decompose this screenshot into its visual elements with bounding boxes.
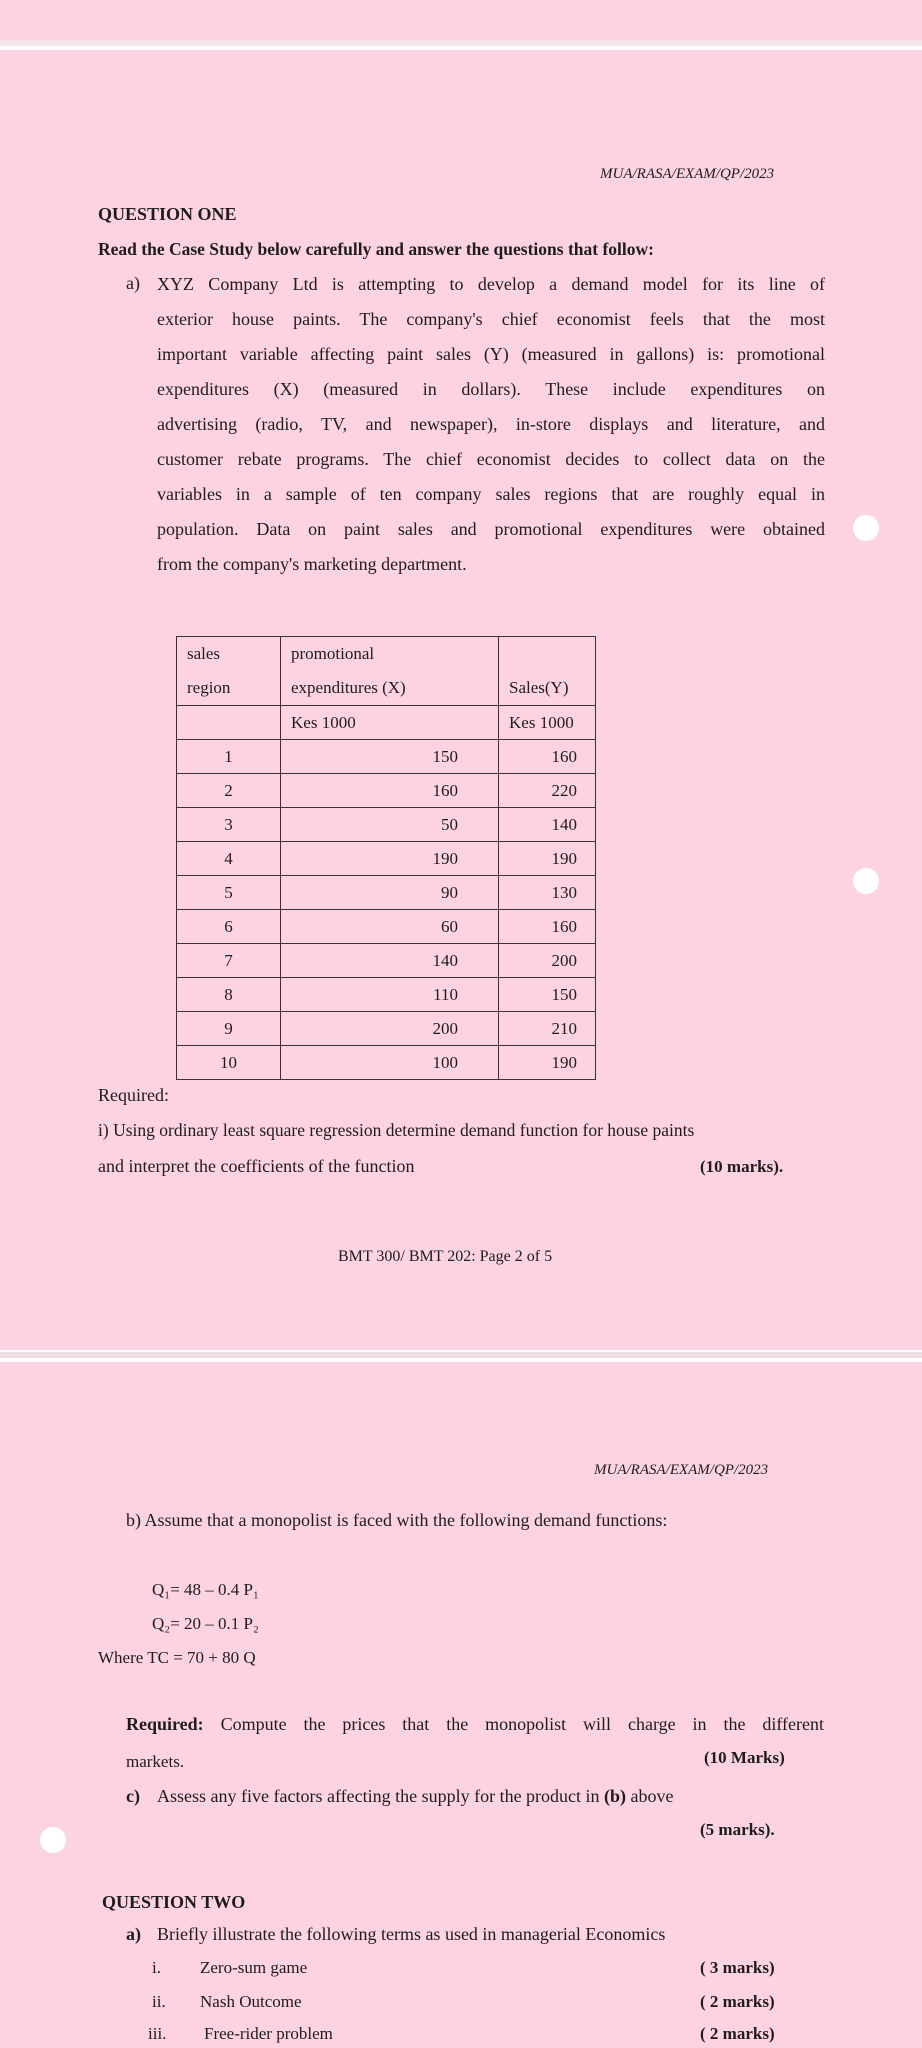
part-c-marks: (5 marks). (700, 1820, 775, 1839)
table-units-row (177, 706, 596, 740)
table-row (177, 910, 596, 944)
region-cell: 4 (177, 842, 281, 876)
sales-cell: 150 (499, 978, 596, 1012)
header-promotional-expenditures: promotional expenditures (X) (281, 637, 499, 706)
promotional-expenditure-cell: 150 (281, 740, 499, 774)
question-one-title: QUESTION ONE (98, 204, 237, 224)
requirement-i-line1: i) Using ordinary least square regression determine demand function for house paints (98, 1120, 695, 1140)
case-study-instruction: Read the Case Study below carefully and answer the questions that follow: (98, 239, 654, 259)
case-study-paragraph (157, 267, 825, 582)
header-sales-y-top (499, 637, 596, 672)
exam-page-3 (0, 1362, 922, 2048)
page-footer: BMT 300/ BMT 202: Page 2 of 5 (338, 1248, 553, 1265)
region-cell: 5 (177, 876, 281, 910)
part-c-text: Assess any five factors affecting the supply for the product in (b) above (157, 1786, 674, 1806)
paragraph-line: customer rebate programs. The chief economist decides to collect data on the (157, 449, 825, 469)
sales-cell: 190 (499, 842, 596, 876)
table-row (177, 740, 596, 774)
region-cell: 9 (177, 1012, 281, 1046)
term-name: Nash Outcome (200, 1992, 302, 2011)
demand-equation-1: Q₁= 48 – 0.4 P₁ (152, 1580, 259, 1599)
required-label: Required: (98, 1085, 169, 1105)
region-cell: 7 (177, 944, 281, 978)
region-cell: 10 (177, 1046, 281, 1080)
paragraph-line: expenditures (X) (measured in dollars). These include expenditures on (157, 379, 825, 399)
table-row (177, 774, 596, 808)
promotional-expenditure-cell: 50 (281, 808, 499, 842)
paragraph-line: population. Data on paint sales and promotional expenditures were obtained (157, 519, 825, 539)
paragraph-line: from the company's marketing department. (157, 554, 467, 574)
unit-y: Kes 1000 (499, 706, 596, 740)
part-b-required-line2: markets. (126, 1752, 185, 1771)
promotional-expenditure-cell: 160 (281, 774, 499, 808)
page-gap (0, 1352, 922, 1358)
region-cell: 1 (177, 740, 281, 774)
promotional-expenditure-cell: 140 (281, 944, 499, 978)
sales-cell: 130 (499, 876, 596, 910)
punch-hole (853, 515, 879, 541)
part-b-text: b) Assume that a monopolist is faced with the following demand functions: (126, 1510, 668, 1530)
punch-hole (853, 868, 879, 894)
region-cell: 3 (177, 808, 281, 842)
table-row (177, 876, 596, 910)
paragraph-line: variables in a sample of ten company sales regions that are roughly equal in (157, 484, 825, 504)
paragraph-line: important variable affecting paint sales (Y) (measured in gallons) is: promotional (157, 344, 825, 364)
page-gap-top (0, 40, 922, 46)
sales-cell: 200 (499, 944, 596, 978)
promotional-expenditure-cell: 190 (281, 842, 499, 876)
sales-cell: 190 (499, 1046, 596, 1080)
region-cell: 6 (177, 910, 281, 944)
promotional-expenditure-cell: 200 (281, 1012, 499, 1046)
part-c-label: c) (126, 1786, 140, 1806)
paragraph-line: advertising (radio, TV, and newspaper), in-store displays and literature, and (157, 414, 825, 434)
exam-serial-code: MUA/RASA/EXAM/QP/2023 (600, 166, 775, 182)
sales-cell: 160 (499, 910, 596, 944)
part-b-marks: (10 Marks) (704, 1748, 785, 1767)
header-sales-region: sales region (177, 637, 281, 706)
unit-x: Kes 1000 (281, 706, 499, 740)
demand-equation-2: Q₂= 20 – 0.1 P₂ (152, 1614, 259, 1633)
table-row (177, 808, 596, 842)
term-number: i. (152, 1958, 161, 1977)
paragraph-line: exterior house paints. The company's chief economist feels that the most (157, 309, 825, 329)
table-row (177, 978, 596, 1012)
table-row (177, 1046, 596, 1080)
paragraph-line: XYZ Company Ltd is attempting to develop a demand model for its line of (157, 274, 825, 294)
punch-hole (40, 1827, 66, 1853)
table-header-row (177, 637, 596, 672)
requirement-i-line2: and interpret the coefficients of the function (98, 1156, 415, 1176)
region-cell: 8 (177, 978, 281, 1012)
sales-cell: 210 (499, 1012, 596, 1046)
exam-serial-code: MUA/RASA/EXAM/QP/2023 (594, 1462, 769, 1478)
q2-part-a-label: a) (126, 1924, 141, 1944)
promotional-expenditure-cell: 100 (281, 1046, 499, 1080)
promotional-expenditure-cell: 110 (281, 978, 499, 1012)
part-a-label: a) (126, 273, 140, 293)
table-row (177, 842, 596, 876)
sales-cell: 160 (499, 740, 596, 774)
requirement-i-marks: (10 marks). (700, 1157, 784, 1176)
sales-data-table (176, 636, 596, 1080)
term-marks: ( 3 marks) (700, 1958, 775, 1977)
total-cost-equation: Where TC = 70 + 80 Q (98, 1648, 256, 1667)
term-number: ii. (152, 1992, 166, 2011)
promotional-expenditure-cell: 60 (281, 910, 499, 944)
term-marks: ( 2 marks) (700, 2024, 775, 2043)
previous-page-edge (0, 0, 922, 40)
term-name: Free-rider problem (204, 2024, 333, 2043)
sales-cell: 140 (499, 808, 596, 842)
table-body (177, 740, 596, 1080)
q2-part-a-text: Briefly illustrate the following terms as used in managerial Economics (157, 1924, 666, 1944)
part-b-required: Required: Compute the prices that the monopolist will charge in the different (126, 1714, 824, 1734)
term-marks: ( 2 marks) (700, 1992, 775, 2011)
question-two-title: QUESTION TWO (102, 1892, 246, 1912)
exam-page-2 (0, 50, 922, 1350)
table-row (177, 1012, 596, 1046)
term-name: Zero-sum game (200, 1958, 308, 1977)
region-cell: 2 (177, 774, 281, 808)
sales-cell: 220 (499, 774, 596, 808)
promotional-expenditure-cell: 90 (281, 876, 499, 910)
header-sales-y: Sales(Y) (499, 671, 596, 706)
term-number: iii. (148, 2024, 167, 2043)
table-row (177, 944, 596, 978)
